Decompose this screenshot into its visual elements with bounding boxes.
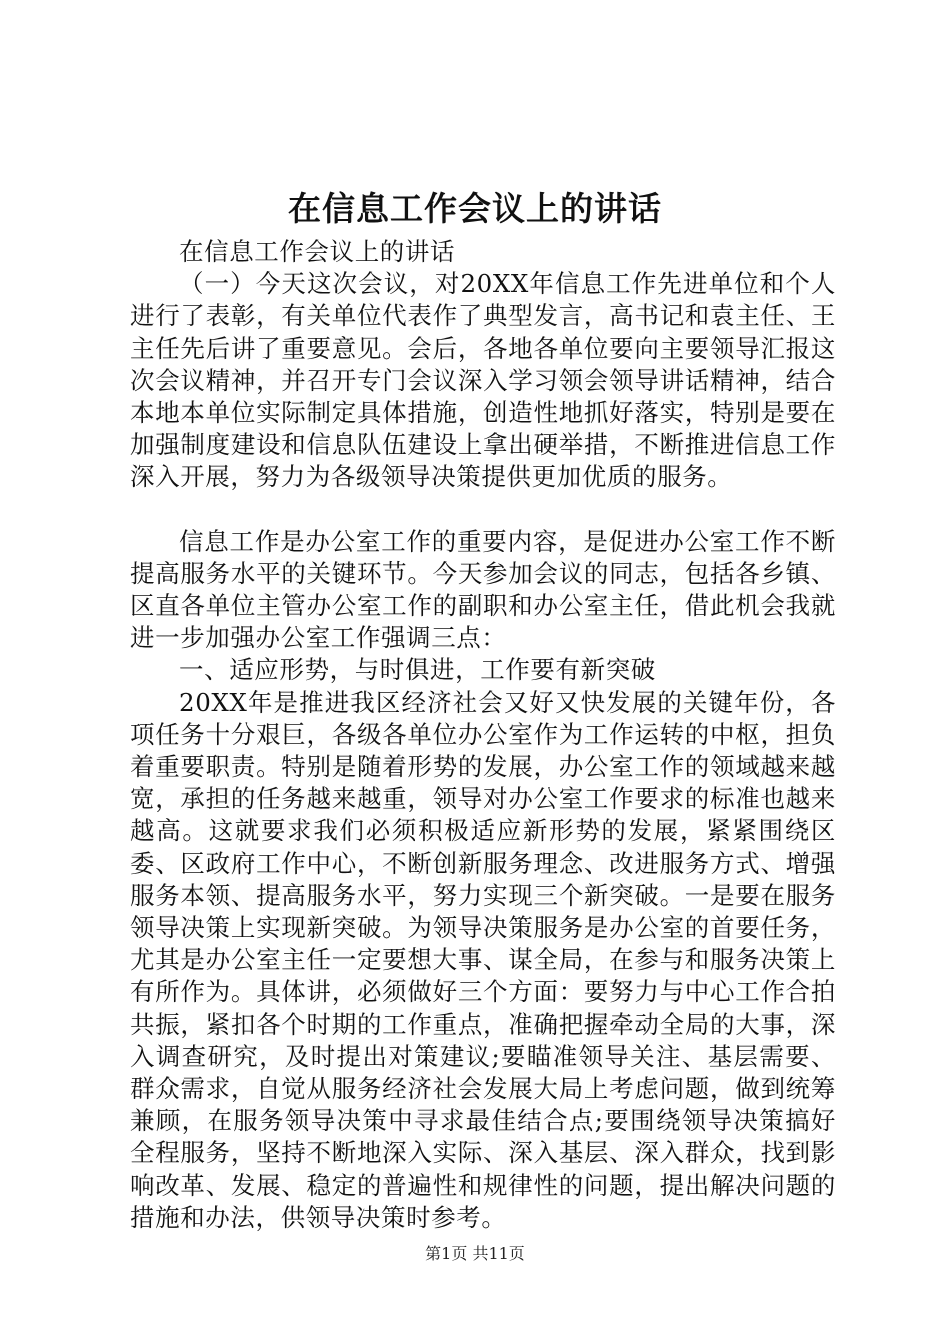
subtitle-paragraph: 在信息工作会议上的讲话 <box>179 237 456 266</box>
document-body <box>130 236 836 1234</box>
page-footer: 第1页 共11页 <box>425 1244 525 1263</box>
body-paragraph-3: 20XX年是推进我区经济社会又好又快发展的关键年份，各项任务十分艰巨，各级各单位办公室作为工作运转的中枢，担负着重要职责。特别是随着形势的发展，办公室工作的领域越来越宽，承担的任务越来越重，领导对办公室工作要求的标准也越来越高。这就要求我们必须积极适应新形势的发展，紧紧围绕区委、区政府工作中心，不断创新服务理念、改进服务方式、增强服务本领、提高服务水平，努力实现三个新突破。一是要在服务领导决策上实现新突破。为领导决策服务是办公室的首要任务，尤其是办公室主任一定要想大事、谋全局，在参与和服务决策上有所作为。具体讲，必须做好三个方面：要努力与中心工作合拍共振，紧扣各个时期的工作重点，准确把握牵动全局的大事，深入调查研究，及时提出对策建议;要瞄准领导关注、基层需要、群众需求，自觉从服务经济社会发展大局上考虑问题，做到统筹兼顾，在服务领导决策中寻求最佳结合点;要围绕领导决策搞好全程服务，坚持不断地深入实际、深入基层、深入群众，找到影响改革、发展、稳定的普遍性和规律性的问题，提出解决问题的措施和办法，供领导决策时参考。 <box>130 687 836 1232</box>
body-paragraph-2: 信息工作是办公室工作的重要内容，是促进办公室工作不断提高服务水平的关键环节。今天参加会议的同志，包括各乡镇、区直各单位主管办公室工作的副职和办公室主任，借此机会我就进一步加强办公室工作强调三点： <box>130 526 836 653</box>
body-paragraph-1: （一）今天这次会议，对20XX年信息工作先进单位和个人进行了表彰，有关单位代表作了典型发言，高书记和袁主任、王主任先后讲了重要意见。会后，各地各单位要向主要领导汇报这次会议精神，并召开专门会议深入学习领会领导讲话精神，结合本地本单位实际制定具体措施，创造性地抓好落实，特别是要在加强制度建设和信息队伍建设上拿出硬举措，不断推进信息工作深入开展，努力为各级领导决策提供更加优质的服务。 <box>130 269 836 492</box>
document-title: 在信息工作会议上的讲话 <box>288 189 662 228</box>
section-heading-1: 一、适应形势，与时俱进，工作要有新突破 <box>179 655 656 685</box>
